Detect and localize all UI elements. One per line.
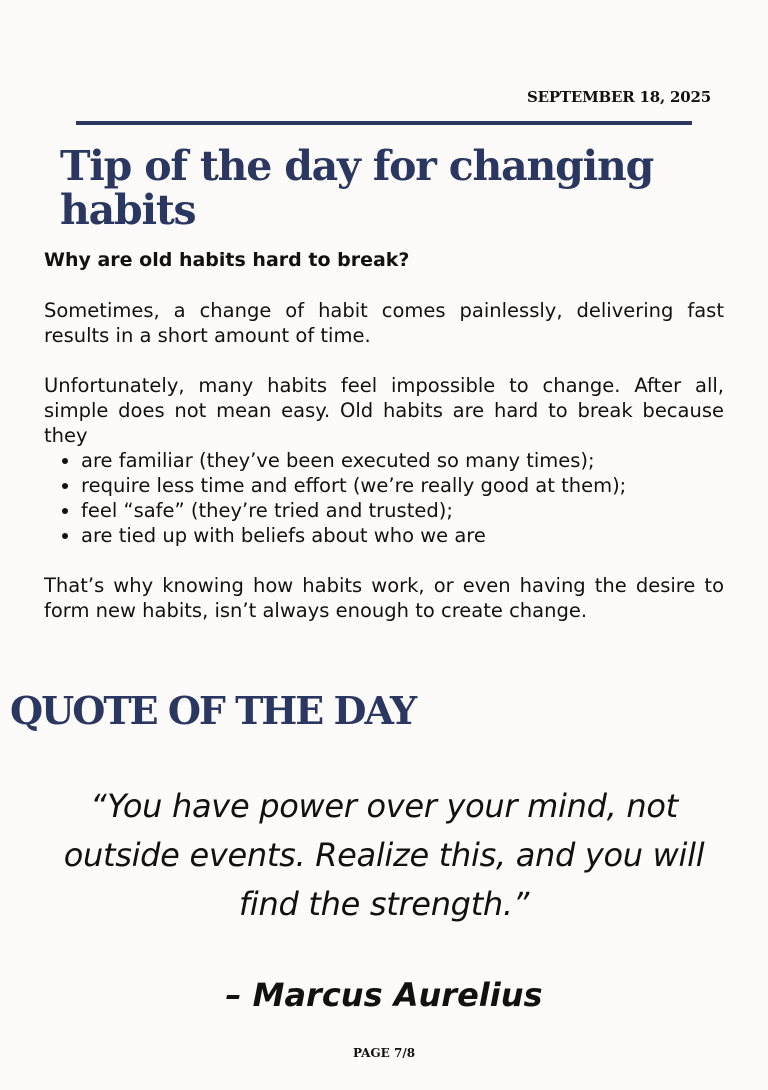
list-item: • feel “safe” (they’re tried and trusted);: [81, 498, 724, 523]
tip-content: [44, 248, 724, 648]
page-number: PAGE 7/8: [352, 1046, 416, 1060]
list-item: • are familiar (they’ve been executed so many times);: [81, 448, 724, 473]
date-label: SEPTEMBER 18, 2025: [526, 88, 711, 106]
reasons-list: [44, 448, 724, 548]
header-divider: [76, 121, 692, 125]
tip-title: Tip of the day for changing habits: [60, 142, 654, 234]
quote-author: – Marcus Aurelius: [225, 976, 543, 1014]
list-item: • require less time and effort (we’re really good at them);: [81, 473, 724, 498]
quote-heading: QUOTE OF THE DAY: [10, 688, 416, 733]
tip-paragraph-2: Unfortunately, many habits feel impossible to change. After all, simple does not mean easy. Old habits are hard to break because they: [44, 374, 724, 447]
tip-paragraph-1: Sometimes, a change of habit comes painlessly, delivering fast results in a short amount of time.: [44, 299, 724, 347]
list-item: • are tied up with beliefs about who we are: [81, 523, 724, 548]
tip-paragraph-3: That’s why knowing how habits work, or even having the desire to form new habits, isn’t always enough to create change.: [44, 574, 724, 622]
quote-text: “You have power over your mind, not outside events. Realize this, and you will find the strength.”: [63, 787, 705, 923]
tip-question: Why are old habits hard to break?: [44, 249, 410, 271]
